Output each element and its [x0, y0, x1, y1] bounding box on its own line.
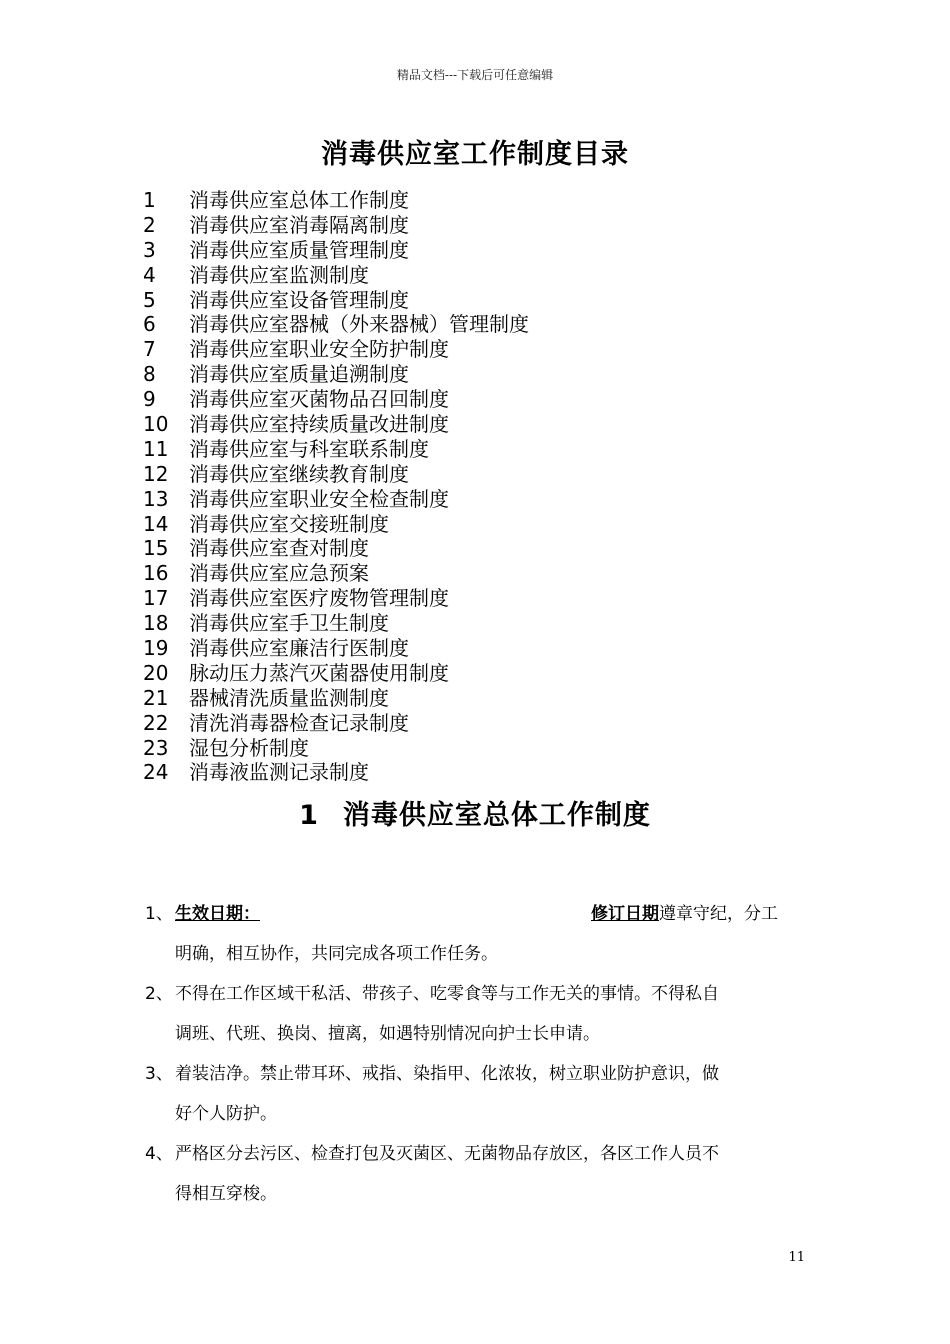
- document-title: 消毒供应室工作制度目录: [321, 139, 629, 170]
- rule-text-continued: 好个人防护。: [175, 1104, 277, 1124]
- toc-item-label: 消毒供应室继续教育制度: [189, 461, 409, 486]
- rule-item: [145, 974, 807, 1054]
- toc-item-label: 消毒供应室交接班制度: [189, 511, 389, 536]
- header-note: 精品文档---下载后可任意编辑: [396, 68, 554, 82]
- toc-item-number: 3: [143, 237, 156, 262]
- toc-item-label: 消毒供应室与科室联系制度: [189, 436, 429, 461]
- toc-item: [143, 387, 529, 412]
- toc-item-label: 消毒供应室持续质量改进制度: [189, 412, 449, 437]
- toc-item-label: 消毒供应室手卫生制度: [189, 611, 389, 636]
- toc-item-label: 消毒供应室设备管理制度: [189, 287, 409, 312]
- toc-item-label: 消毒液监测记录制度: [189, 760, 369, 785]
- toc-item-number: 4: [143, 262, 156, 287]
- rule-text: 严格区分去污区、检查打包及灭菌区、无菌物品存放区，各区工作人员不: [175, 1144, 719, 1164]
- toc-item: [143, 188, 529, 213]
- toc-item-number: 15: [143, 536, 169, 561]
- toc-item-label: 消毒供应室医疗废物管理制度: [189, 586, 449, 611]
- toc-item: [143, 238, 529, 263]
- toc-item-number: 8: [143, 362, 156, 387]
- rule-number: 1、: [145, 904, 173, 924]
- toc-item: [143, 661, 529, 686]
- toc-item: [143, 462, 529, 487]
- toc-item-number: 12: [143, 461, 169, 486]
- toc-item-number: 13: [143, 486, 169, 511]
- toc-item: [143, 536, 529, 561]
- toc-item-label: 消毒供应室消毒隔离制度: [189, 212, 409, 237]
- toc-item-number: 5: [143, 287, 156, 312]
- toc-item-number: 6: [143, 312, 156, 337]
- toc-item: [143, 288, 529, 313]
- toc-item-label: 消毒供应室器械（外来器械）管理制度: [189, 312, 529, 337]
- toc-item-number: 7: [143, 337, 156, 362]
- rule-text: 遵章守纪，分工: [659, 904, 778, 924]
- toc-item-label: 消毒供应室职业安全防护制度: [189, 337, 449, 362]
- rules-list: [145, 894, 807, 1214]
- toc-item-number: 22: [143, 710, 169, 735]
- rule-text-continued: 明确，相互协作，共同完成各项工作任务。: [175, 944, 498, 964]
- rule-text: 着装洁净。禁止带耳环、戒指、染指甲、化浓妆，树立职业防护意识，做: [175, 1064, 719, 1084]
- toc-item-number: 18: [143, 611, 169, 636]
- rule-text: 不得在工作区域干私活、带孩子、吃零食等与工作无关的事情。不得私自: [175, 984, 719, 1004]
- toc-item-label: 消毒供应室质量管理制度: [189, 237, 409, 262]
- toc-item: [143, 636, 529, 661]
- rule-number: 4、: [145, 1144, 173, 1164]
- toc-item-number: 14: [143, 511, 169, 536]
- toc-item-label: 消毒供应室监测制度: [189, 262, 369, 287]
- toc-item: [143, 437, 529, 462]
- toc-item-number: 23: [143, 735, 169, 760]
- toc-item-label: 消毒供应室查对制度: [189, 536, 369, 561]
- toc-item-number: 9: [143, 387, 156, 412]
- toc-item: [143, 736, 529, 761]
- toc-item: [143, 263, 529, 288]
- toc-item: [143, 561, 529, 586]
- toc-item: [143, 611, 529, 636]
- rule-item: [145, 1134, 807, 1214]
- rule-text-continued: 得相互穿梭。: [175, 1184, 277, 1204]
- toc-item-label: 消毒供应室总体工作制度: [189, 188, 409, 212]
- toc-item-label: 清洗消毒器检查记录制度: [189, 710, 409, 735]
- rule-item: [145, 1054, 807, 1134]
- page-number: 11: [788, 1250, 805, 1265]
- toc-item-number: 19: [143, 636, 169, 661]
- toc-item: [143, 312, 529, 337]
- section-title: 消毒供应室总体工作制度: [342, 800, 651, 831]
- effective-date-label: 生效日期：: [175, 904, 260, 924]
- toc-item: [143, 487, 529, 512]
- toc-item: [143, 512, 529, 537]
- toc-item-number: 11: [143, 436, 169, 461]
- toc-item-label: 消毒供应室质量追溯制度: [189, 362, 409, 387]
- toc-item-label: 消毒供应室应急预案: [189, 561, 369, 586]
- toc-item: [143, 586, 529, 611]
- toc-item-number: 2: [143, 212, 156, 237]
- toc-item: [143, 412, 529, 437]
- table-of-contents: [143, 188, 529, 785]
- toc-item-number: 20: [143, 660, 169, 685]
- toc-item-number: 10: [143, 412, 169, 437]
- toc-item-number: 24: [143, 760, 169, 785]
- rule-number: 2、: [145, 984, 173, 1004]
- toc-item-label: 消毒供应室廉洁行医制度: [189, 636, 409, 661]
- toc-item-label: 消毒供应室职业安全检查制度: [189, 486, 449, 511]
- toc-item: [143, 760, 529, 785]
- toc-item-label: 脉动压力蒸汽灭菌器使用制度: [189, 660, 449, 685]
- rule-text-continued: 调班、代班、换岗、擅离，如遇特别情况向护士长申请。: [175, 1024, 600, 1044]
- toc-item: [143, 711, 529, 736]
- toc-item-number: 16: [143, 561, 169, 586]
- rule-item: [145, 894, 807, 974]
- effective-date-row: [175, 894, 807, 934]
- toc-item: [143, 337, 529, 362]
- section-heading: [0, 793, 950, 832]
- toc-item: [143, 213, 529, 238]
- toc-item-label: 消毒供应室灭菌物品召回制度: [189, 387, 449, 412]
- toc-item-number: 1: [143, 188, 156, 212]
- toc-item-label: 器械清洗质量监测制度: [189, 685, 389, 710]
- toc-item: [143, 362, 529, 387]
- toc-item-number: 21: [143, 685, 169, 710]
- section-number: 1: [299, 800, 319, 831]
- rule-number: 3、: [145, 1064, 173, 1084]
- toc-item-label: 湿包分析制度: [189, 735, 309, 760]
- toc-item: [143, 686, 529, 711]
- toc-item-number: 17: [143, 586, 169, 611]
- revision-date-label: 修订日期: [591, 904, 659, 924]
